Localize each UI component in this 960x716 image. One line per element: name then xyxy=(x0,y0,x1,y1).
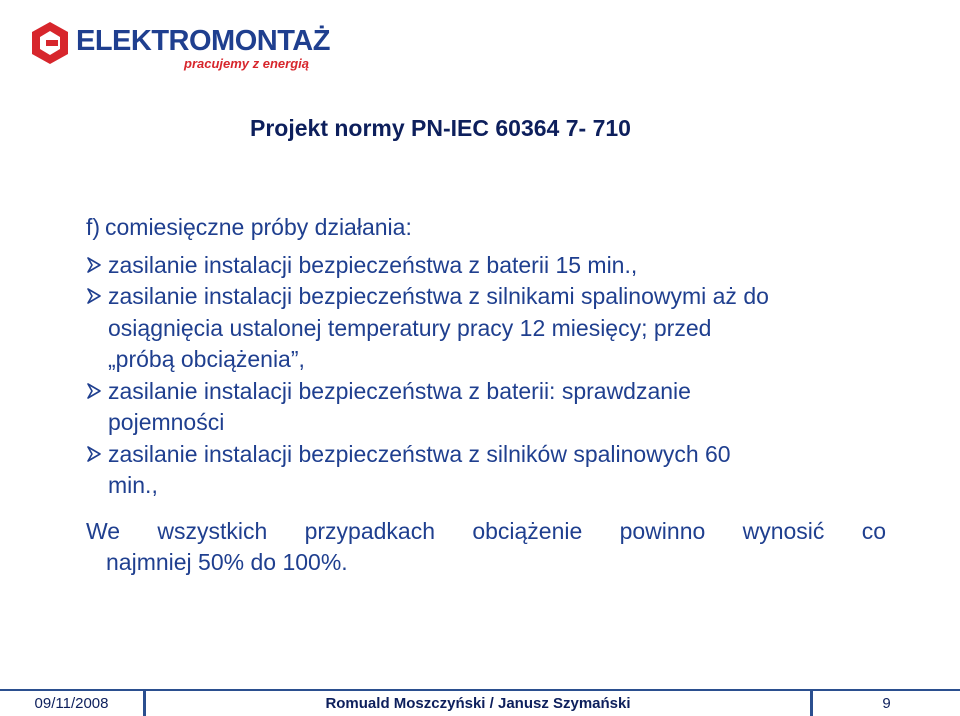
bullet-line: zasilanie instalacji bezpieczeństwa z baterii: sprawdzanie xyxy=(108,377,691,404)
footer-page-number: 9 xyxy=(813,691,960,716)
section-heading-text: comiesięczne próby działania: xyxy=(105,214,412,240)
footer-date: 09/11/2008 xyxy=(0,691,143,716)
bullet-line: pojemności xyxy=(108,409,225,435)
bullet-line: min., xyxy=(108,472,158,498)
section-heading xyxy=(86,212,886,244)
bullet-line: osiągnięcia ustalonej temperatury pracy 12 miesięcy; przed xyxy=(108,314,712,341)
bullet-item xyxy=(86,281,886,376)
bullet-line: zasilanie instalacji bezpieczeństwa z silnikami spalinowymi aż do xyxy=(108,283,769,309)
footer-authors: Romuald Moszczyński / Janusz Szymański xyxy=(146,691,810,716)
bullet-line: „próbą obciążenia”, xyxy=(108,346,305,372)
arrow-bullet-icon xyxy=(86,446,102,462)
closing-paragraph-line: We wszystkich przypadkach obciążenie powinno wynosić co xyxy=(86,517,886,544)
logo-brand: ELEKTROMONTAŻ xyxy=(76,25,330,57)
logo-tagline: pracujemy z energią xyxy=(184,56,309,71)
bullet-line: zasilanie instalacji bezpieczeństwa z baterii 15 min., xyxy=(108,251,638,278)
arrow-bullet-icon xyxy=(86,257,102,273)
company-logo xyxy=(28,20,330,78)
closing-paragraph-line: najmniej 50% do 100%. xyxy=(106,549,348,575)
slide-title: Projekt normy PN-IEC 60364 7- 710 xyxy=(250,115,631,141)
arrow-bullet-icon xyxy=(86,383,102,399)
bullet-item xyxy=(86,376,886,439)
logo-mark-icon xyxy=(28,20,72,66)
section-marker: f) xyxy=(86,214,101,240)
bullet-line: zasilanie instalacji bezpieczeństwa z silników spalinowych 60 xyxy=(108,440,731,467)
slide-body xyxy=(86,212,886,579)
bullet-item xyxy=(86,439,886,502)
bullet-item xyxy=(86,250,886,282)
arrow-bullet-icon xyxy=(86,288,102,304)
